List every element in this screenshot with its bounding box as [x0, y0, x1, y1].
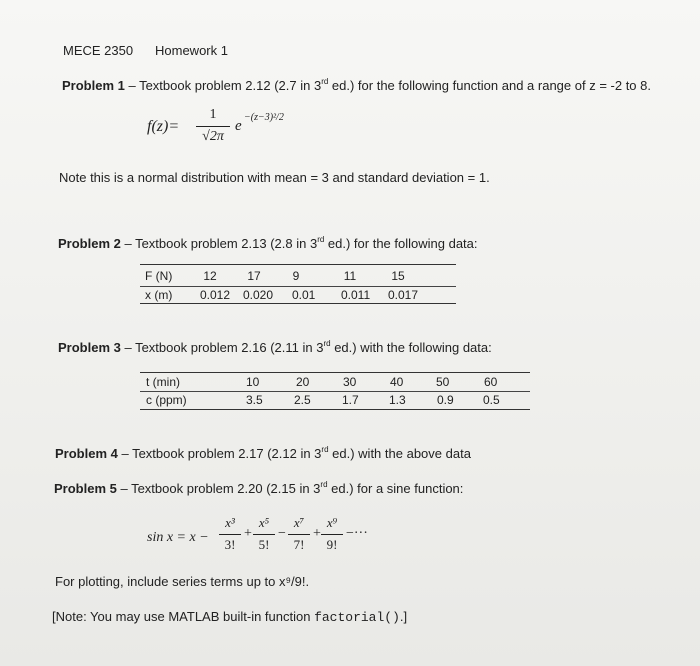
problem-4-label: Problem 4: [55, 446, 118, 461]
series-operator: +: [313, 526, 321, 541]
table-3-cell: 1.7: [342, 393, 359, 407]
page-title: Homework 1: [155, 43, 228, 58]
table-2-cell: 9: [292, 269, 300, 283]
table-2-cell: 0.020: [243, 288, 274, 302]
problem-1-statement: Problem 1 – Textbook problem 2.12 (2.7 in 3rd ed.) for the following function and a range of z = -2 to 8.: [62, 77, 651, 93]
problem-1-note: Note this is a normal distribution with mean = 3 and standard deviation = 1.: [59, 170, 490, 185]
series-fraction-bar: [219, 534, 241, 535]
table-3-cell: 0.5: [483, 393, 500, 407]
matlab-function-name: factorial(): [314, 610, 400, 625]
formula-numerator: 1: [209, 107, 217, 122]
problem-5-statement: Problem 5 – Textbook problem 2.20 (2.15 in 3rd ed.) for a sine function:: [54, 480, 464, 496]
table-3-mid-rule: [140, 391, 530, 392]
series-operator: −···: [346, 526, 368, 541]
problem-1-label: Problem 1: [62, 78, 125, 93]
series-lhs: sin x = x −: [147, 530, 209, 545]
formula-fraction-bar: [196, 126, 230, 127]
table-3-cell: 2.5: [294, 393, 311, 407]
table-2-cell: 0.017: [388, 288, 419, 302]
table-3-cell: 3.5: [246, 393, 263, 407]
table-2-mid-rule: [140, 286, 456, 287]
table-3-row-label: c (ppm): [146, 393, 187, 407]
series-fraction-bar: [288, 534, 310, 535]
table-2-cell: 0.012: [200, 288, 231, 302]
series-term-denominator: 9!: [326, 537, 338, 552]
series-term-denominator: 5!: [258, 537, 270, 552]
matlab-note: [Note: You may use MATLAB built-in function factorial().]: [52, 609, 408, 625]
series-term-numerator: x³: [225, 515, 235, 530]
series-fraction-bar: [253, 534, 275, 535]
table-3-cell: 10: [246, 375, 260, 389]
series-operator: +: [244, 526, 252, 541]
series-term-numerator: x⁵: [258, 515, 270, 530]
table-3-row-label: t (min): [146, 375, 180, 389]
table-2-row-label: x (m): [145, 288, 173, 302]
table-2-cell: 0.01: [292, 288, 316, 302]
table-3-cell: 0.9: [437, 393, 454, 407]
series-fraction-bar: [321, 534, 343, 535]
table-2-row-label: F (N): [145, 269, 173, 283]
problem-3-statement: Problem 3 – Textbook problem 2.16 (2.11 in 3rd ed.) with the following data:: [58, 339, 492, 355]
series-term-numerator: x⁹: [326, 515, 338, 530]
table-2-cell: 15: [391, 269, 405, 283]
plotting-note: For plotting, include series terms up to x⁹/9!.: [55, 574, 310, 589]
table-3-top-rule: [140, 372, 530, 373]
problem-5-label: Problem 5: [54, 481, 117, 496]
series-term-numerator: x⁷: [293, 515, 305, 530]
table-3-cell: 1.3: [389, 393, 406, 407]
formula-exp-base: e: [235, 118, 242, 134]
table-2-cell: 11: [343, 269, 357, 283]
table-2-cell: 12: [203, 269, 217, 283]
formula-denominator: √2π: [202, 129, 224, 144]
table-2-top-rule: [140, 264, 456, 265]
series-term-denominator: 7!: [293, 537, 305, 552]
series-term-denominator: 3!: [224, 537, 236, 552]
problem-2-label: Problem 2: [58, 236, 121, 251]
table-2-bottom-rule: [140, 303, 456, 304]
table-3-cell: 20: [296, 375, 310, 389]
course-code: MECE 2350: [63, 43, 134, 58]
table-2-cell: 0.011: [341, 288, 371, 302]
table-3-cell: 30: [343, 375, 357, 389]
problem-4-statement: Problem 4 – Textbook problem 2.17 (2.12 in 3rd ed.) with the above data: [55, 445, 471, 461]
formula-exponent: −(z−3)²/2: [244, 112, 284, 123]
table-3-cell: 40: [390, 375, 404, 389]
series-operator: −: [278, 526, 286, 541]
table-3-bottom-rule: [140, 409, 530, 410]
table-3-cell: 60: [484, 375, 498, 389]
table-3-cell: 50: [436, 375, 450, 389]
problem-3-label: Problem 3: [58, 340, 121, 355]
formula-lhs: f(z)=: [147, 118, 180, 135]
problem-2-statement: Problem 2 – Textbook problem 2.13 (2.8 in 3rd ed.) for the following data:: [58, 235, 478, 251]
table-2-cell: 17: [247, 269, 261, 283]
